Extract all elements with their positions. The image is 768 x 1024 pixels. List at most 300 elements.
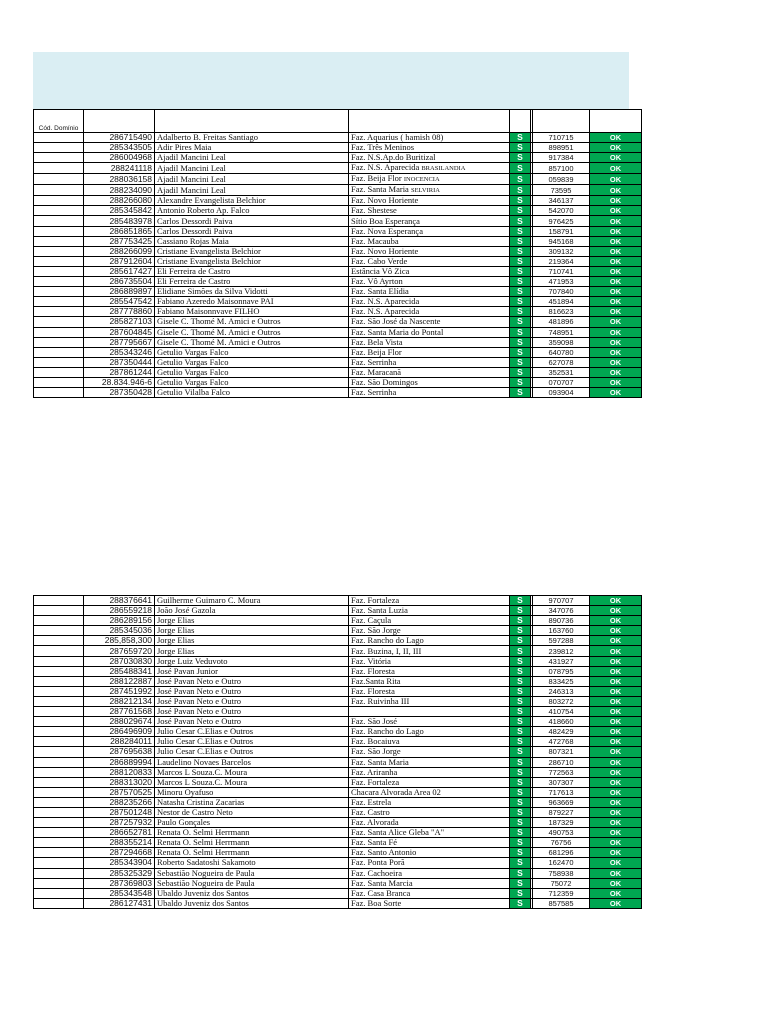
- flag-cell: [510, 878, 531, 888]
- farm-name-text: Faz. Macauba: [351, 236, 399, 246]
- farm-name-text: Faz. Santa Alice Gleba "A": [351, 827, 445, 838]
- table-row: [34, 898, 642, 908]
- farm-name-text: Chacara Alvorada Area 02: [351, 787, 441, 797]
- status-cell: [590, 133, 642, 143]
- status-cell: [590, 256, 642, 266]
- registration-cell: [84, 878, 155, 888]
- dominio-cell: [34, 898, 84, 908]
- farm-name-cell: [349, 174, 510, 185]
- farm-name-text: Faz. São Jorge: [351, 746, 401, 757]
- farm-name-text: Faz. Rancho do Lago: [351, 635, 424, 646]
- status-text: OK: [609, 737, 622, 747]
- farm-name-cell: [349, 236, 510, 246]
- farm-name-text: Faz. Ponta Porã: [351, 857, 405, 868]
- owner-name-text: Jorge Luiz Veduvoto: [157, 656, 228, 666]
- owner-name-text: Eli Ferreira de Castro: [157, 276, 231, 287]
- farm-name-text: Faz. Aquarius ( hamish 08): [351, 132, 444, 143]
- status-text: OK: [609, 226, 622, 236]
- code-cell: [533, 277, 590, 287]
- status-text: OK: [609, 133, 622, 143]
- owner-name-text: Fabiano Azeredo Maisonnave PAI: [157, 296, 274, 307]
- owner-name-cell: [155, 868, 349, 878]
- header-cell: [533, 110, 590, 133]
- owner-name-cell: [155, 666, 349, 676]
- registration-text: 287659720: [109, 645, 152, 656]
- flag-cell: [510, 848, 531, 858]
- flag-cell: [510, 377, 531, 387]
- farm-name-text: Faz. Bela Vista: [351, 337, 403, 347]
- farm-name-cell: [349, 797, 510, 807]
- registration-text: 287861244: [109, 367, 152, 377]
- flag-cell: [510, 307, 531, 317]
- code-text: 162470: [548, 858, 574, 868]
- farm-name-text: Faz. Beija Flor: [351, 347, 402, 357]
- flag-text: S: [517, 296, 523, 307]
- registration-cell: [84, 666, 155, 676]
- code-text: 857585: [548, 898, 574, 908]
- registration-cell: [84, 636, 155, 646]
- status-cell: [590, 666, 642, 676]
- flag-text: S: [517, 327, 523, 337]
- registration-cell: [84, 656, 155, 666]
- flag-text: S: [517, 757, 523, 767]
- dominio-cell: [34, 797, 84, 807]
- code-text: 410754: [548, 707, 574, 717]
- code-cell: [533, 696, 590, 706]
- status-text: OK: [609, 838, 622, 848]
- farm-name-cell: [349, 636, 510, 646]
- code-cell: [533, 337, 590, 347]
- dominio-cell: [34, 367, 84, 377]
- registration-text: 286127431: [109, 898, 152, 908]
- flag-text: S: [517, 868, 523, 878]
- owner-name-text: José Pavan Neto e Outro: [157, 716, 242, 727]
- flag-cell: [510, 347, 531, 357]
- registration-text: 285343505: [109, 142, 152, 153]
- code-text: 163760: [548, 626, 574, 636]
- table-row: [34, 185, 642, 196]
- farm-name-cell: [349, 737, 510, 747]
- table-row: [34, 216, 642, 226]
- status-text: OK: [609, 357, 622, 367]
- code-cell: [533, 636, 590, 646]
- status-cell: [590, 153, 642, 163]
- owner-name-text: Getulio Vargas Falco: [157, 347, 229, 357]
- owner-name-text: Gisele C. Thomé M. Amici e Outros: [157, 337, 281, 347]
- farm-name-cell: [349, 367, 510, 377]
- flag-cell: [510, 174, 531, 185]
- registration-cell: [84, 737, 155, 747]
- farm-name-cell: [349, 717, 510, 727]
- owner-name-cell: [155, 367, 349, 377]
- registration-text: 286652781: [109, 827, 152, 838]
- flag-cell: [510, 747, 531, 757]
- flag-text: S: [517, 787, 523, 797]
- flag-cell: [510, 828, 531, 838]
- status-cell: [590, 787, 642, 797]
- code-text: 772563: [548, 767, 574, 777]
- farm-name-text: Faz. Serrinha: [351, 387, 397, 398]
- farm-name-text: Faz. Santo Antonio: [351, 847, 417, 858]
- farm-name-text: Faz. Santa Maria: [351, 757, 409, 767]
- farm-name-cell: [349, 757, 510, 767]
- table-row: [34, 307, 642, 317]
- registration-cell: [84, 868, 155, 878]
- registration-text: 287350444: [109, 357, 152, 367]
- code-cell: [533, 747, 590, 757]
- dominio-cell: [34, 848, 84, 858]
- status-cell: [590, 307, 642, 317]
- owner-name-text: Nestor de Castro Neto: [157, 807, 233, 818]
- code-text: 879227: [548, 808, 574, 818]
- registration-cell: [84, 196, 155, 206]
- table-row: [34, 287, 642, 297]
- flag-text: S: [517, 767, 523, 777]
- owner-name-cell: [155, 878, 349, 888]
- registry-table-1: [33, 109, 642, 398]
- status-text: OK: [609, 297, 622, 307]
- code-cell: [533, 838, 590, 848]
- code-cell: [533, 367, 590, 377]
- code-cell: [533, 236, 590, 246]
- owner-name-cell: [155, 327, 349, 337]
- owner-name-text: Paulo Gonçales: [157, 817, 211, 828]
- farm-name-cell: [349, 858, 510, 868]
- header-cell: [155, 110, 349, 133]
- code-text: 070707: [548, 378, 574, 388]
- farm-name-cell: [349, 646, 510, 656]
- registration-cell: [84, 626, 155, 636]
- owner-name-text: Antonio Roberto Ap. Falco: [157, 205, 250, 216]
- table-row: [34, 666, 642, 676]
- registration-text: 287257932: [109, 817, 152, 828]
- flag-text: S: [517, 605, 523, 616]
- table-row: [34, 174, 642, 185]
- status-cell: [590, 317, 642, 327]
- status-text: OK: [609, 626, 622, 636]
- table-row: [34, 737, 642, 747]
- status-cell: [590, 616, 642, 626]
- header-row: [34, 110, 642, 133]
- code-text: 710715: [548, 133, 574, 143]
- table-row: [34, 757, 642, 767]
- registration-text: 285345842: [109, 205, 152, 216]
- code-cell: [533, 256, 590, 266]
- farm-name-cell: [349, 327, 510, 337]
- farm-name-cell: [349, 747, 510, 757]
- registry-table-2: [33, 595, 642, 909]
- code-cell: [533, 807, 590, 817]
- farm-name-cell: [349, 686, 510, 696]
- dominio-cell: [34, 196, 84, 206]
- dominio-cell: [34, 807, 84, 817]
- owner-name-cell: [155, 606, 349, 616]
- flag-cell: [510, 636, 531, 646]
- dominio-cell: [34, 646, 84, 656]
- dominio-cell: [34, 143, 84, 153]
- code-cell: [533, 666, 590, 676]
- table-row: [34, 317, 642, 327]
- flag-text: S: [517, 807, 523, 818]
- farm-name-cell: [349, 143, 510, 153]
- code-cell: [533, 133, 590, 143]
- code-text: 857100: [548, 163, 574, 173]
- farm-name-text: Faz. Novo Horiente: [351, 195, 419, 206]
- owner-name-text: Getulio Vargas Falco: [157, 357, 229, 367]
- owner-name-cell: [155, 838, 349, 848]
- flag-text: S: [517, 777, 523, 787]
- registration-cell: [84, 797, 155, 807]
- registration-cell: [84, 898, 155, 908]
- farm-name-text: Faz. São José da Nascente: [351, 316, 441, 327]
- status-text: OK: [609, 378, 622, 388]
- code-text: 418660: [548, 717, 574, 727]
- owner-name-cell: [155, 777, 349, 787]
- owner-name-text: José Pavan Neto e Outro: [157, 676, 242, 686]
- owner-name-text: Fabiano Maisonnvave FILHO: [157, 306, 260, 317]
- owner-name-cell: [155, 676, 349, 686]
- dominio-cell: [34, 246, 84, 256]
- flag-text: S: [517, 173, 523, 184]
- table-row: [34, 707, 642, 717]
- owner-name-text: Adir Pires Maia: [157, 142, 212, 153]
- farm-name-text: Faz. Fortaleza: [351, 595, 400, 606]
- registration-text: 288241118: [110, 162, 152, 173]
- registration-cell: [84, 747, 155, 757]
- code-text: 890736: [548, 616, 574, 626]
- registration-text: 288313020: [109, 777, 152, 787]
- code-text: 76756: [550, 838, 572, 848]
- owner-name-cell: [155, 297, 349, 307]
- farm-name-text: Faz. Casa Branca: [351, 888, 411, 898]
- farm-name-text: Faz. Alvorada: [351, 817, 399, 828]
- dominio-cell: [34, 767, 84, 777]
- flag-text: S: [517, 377, 523, 388]
- flag-text: S: [517, 837, 523, 848]
- farm-name-cell: [349, 656, 510, 666]
- registration-cell: [84, 367, 155, 377]
- status-text: OK: [609, 676, 622, 686]
- registration-text: 285345036: [109, 625, 152, 636]
- registration-text: 288355214: [109, 837, 152, 848]
- farm-note-text: SELVIRIA: [410, 187, 440, 195]
- registration-text: 288120833: [109, 767, 152, 777]
- owner-name-text: Getulio Vargas Falco: [157, 367, 229, 377]
- table-row: [34, 337, 642, 347]
- status-text: OK: [609, 757, 622, 767]
- flag-text: S: [517, 888, 523, 898]
- dominio-cell: [34, 828, 84, 838]
- code-text: 758938: [548, 868, 574, 878]
- flag-cell: [510, 277, 531, 287]
- dominio-cell: [34, 868, 84, 878]
- farm-name-cell: [349, 727, 510, 737]
- table-row: [34, 807, 642, 817]
- registration-text: 285827103: [109, 316, 152, 327]
- table-row: [34, 206, 642, 216]
- owner-name-cell: [155, 737, 349, 747]
- owner-name-cell: [155, 727, 349, 737]
- registration-text: 288266080: [109, 195, 152, 206]
- registration-cell: [84, 757, 155, 767]
- flag-cell: [510, 686, 531, 696]
- code-text: 717613: [548, 787, 574, 797]
- status-text: OK: [609, 246, 622, 256]
- owner-name-text: Gisele C. Thomé M. Amici e Outros: [157, 327, 281, 337]
- farm-name-cell: [349, 898, 510, 908]
- registration-text: 286889897: [109, 286, 152, 297]
- code-text: 352531: [548, 367, 574, 377]
- status-cell: [590, 656, 642, 666]
- registration-cell: [84, 347, 155, 357]
- farm-name-text: Faz. Cachoeira: [351, 868, 402, 878]
- code-text: 807321: [548, 747, 574, 757]
- code-text: 945168: [548, 236, 574, 246]
- flag-text: S: [517, 226, 523, 236]
- flag-cell: [510, 236, 531, 246]
- flag-cell: [510, 337, 531, 347]
- table-row: [34, 143, 642, 153]
- registration-text: 287912604: [109, 256, 152, 266]
- owner-name-cell: [155, 807, 349, 817]
- flag-text: S: [517, 205, 523, 216]
- registration-text: 286559218: [109, 605, 152, 616]
- farm-name-text: Faz. Serrinha: [351, 357, 397, 367]
- status-cell: [590, 737, 642, 747]
- status-cell: [590, 797, 642, 807]
- owner-name-text: Carlos Dessordi Paiva: [157, 215, 233, 226]
- flag-cell: [510, 133, 531, 143]
- owner-name-text: Marcos L Souza.C. Moura: [157, 777, 248, 787]
- farm-name-cell: [349, 767, 510, 777]
- registration-text: 286715490: [109, 132, 152, 143]
- flag-cell: [510, 185, 531, 196]
- status-cell: [590, 226, 642, 236]
- farm-note-text: INOCENCIA: [403, 176, 440, 184]
- status-cell: [590, 606, 642, 616]
- flag-text: S: [517, 195, 523, 206]
- flag-text: S: [517, 316, 523, 327]
- registration-cell: [84, 888, 155, 898]
- flag-text: S: [517, 847, 523, 858]
- farm-name-cell: [349, 626, 510, 636]
- status-text: OK: [609, 367, 622, 377]
- flag-cell: [510, 297, 531, 307]
- header-band: [33, 52, 629, 109]
- registration-text: 287604845: [109, 327, 152, 337]
- registration-text: 286851865: [109, 226, 152, 236]
- registration-cell: [84, 807, 155, 817]
- registration-text: 288284011: [110, 736, 152, 747]
- status-cell: [590, 818, 642, 828]
- owner-name-cell: [155, 848, 349, 858]
- flag-text: S: [517, 898, 523, 908]
- farm-name-text: Faz. Novo Horiente: [351, 246, 419, 256]
- flag-text: S: [517, 666, 523, 676]
- code-text: 597288: [548, 636, 574, 646]
- owner-name-text: José Pavan Neto e Outro: [157, 686, 242, 696]
- status-text: OK: [609, 787, 622, 797]
- status-cell: [590, 377, 642, 387]
- code-cell: [533, 616, 590, 626]
- owner-name-cell: [155, 163, 349, 174]
- flag-text: S: [517, 246, 523, 256]
- farm-name-cell: [349, 696, 510, 706]
- status-cell: [590, 858, 642, 868]
- code-text: 627078: [548, 357, 574, 367]
- flag-cell: [510, 767, 531, 777]
- farm-name-cell: [349, 818, 510, 828]
- status-text: OK: [609, 388, 622, 398]
- owner-name-text: Elidiane Simões da Silva Vidotti: [157, 286, 268, 297]
- registration-text: 288212134: [109, 696, 152, 706]
- status-text: OK: [609, 287, 622, 297]
- farm-name-text: Faz. Beija Flor: [351, 173, 402, 184]
- status-text: OK: [609, 828, 622, 838]
- farm-name-text: Faz. Santa Elídia: [351, 286, 409, 297]
- code-text: 078795: [548, 666, 574, 676]
- dominio-cell: [34, 347, 84, 357]
- status-text: OK: [609, 666, 622, 676]
- table-row: [34, 717, 642, 727]
- status-text: OK: [609, 337, 622, 347]
- farm-name-cell: [349, 807, 510, 817]
- owner-name-cell: [155, 143, 349, 153]
- code-cell: [533, 757, 590, 767]
- status-cell: [590, 297, 642, 307]
- flag-cell: [510, 777, 531, 787]
- farm-name-text: Faz. Shestese: [351, 205, 397, 216]
- owner-name-text: Cristiane Evangelista Belchior: [157, 256, 261, 266]
- code-cell: [533, 206, 590, 216]
- farm-name-cell: [349, 777, 510, 787]
- farm-name-text: Faz. Cabo Verde: [351, 256, 408, 266]
- registration-text: 287451992: [109, 686, 152, 696]
- registration-text: 288376641: [109, 595, 152, 606]
- code-cell: [533, 246, 590, 256]
- owner-name-cell: [155, 256, 349, 266]
- flag-cell: [510, 696, 531, 706]
- code-text: 748951: [548, 327, 574, 337]
- flag-cell: [510, 606, 531, 616]
- table-row: [34, 767, 642, 777]
- code-text: 093904: [548, 388, 574, 398]
- status-cell: [590, 327, 642, 337]
- table-row: [34, 133, 642, 143]
- table-row: [34, 858, 642, 868]
- table-row: [34, 226, 642, 236]
- registration-cell: [84, 133, 155, 143]
- farm-name-cell: [349, 216, 510, 226]
- farm-name-text: Faz. Bocaiuva: [351, 736, 400, 747]
- flag-cell: [510, 357, 531, 367]
- registration-text: 288235266: [109, 797, 152, 807]
- registration-cell: [84, 676, 155, 686]
- owner-name-cell: [155, 888, 349, 898]
- flag-cell: [510, 206, 531, 216]
- farm-name-text: Faz. Caçula: [351, 615, 392, 626]
- status-cell: [590, 828, 642, 838]
- farm-name-text: Faz. N.S.Ap.do Buritizal: [351, 152, 436, 163]
- status-cell: [590, 838, 642, 848]
- header-cell: [590, 110, 642, 133]
- flag-cell: [510, 818, 531, 828]
- owner-name-text: Jorge Elias: [157, 635, 195, 646]
- registration-text: 285343548: [109, 888, 152, 898]
- flag-text: S: [517, 306, 523, 317]
- owner-name-text: Julio Cesar C.Elias e Outros: [157, 736, 254, 747]
- flag-text: S: [517, 236, 523, 246]
